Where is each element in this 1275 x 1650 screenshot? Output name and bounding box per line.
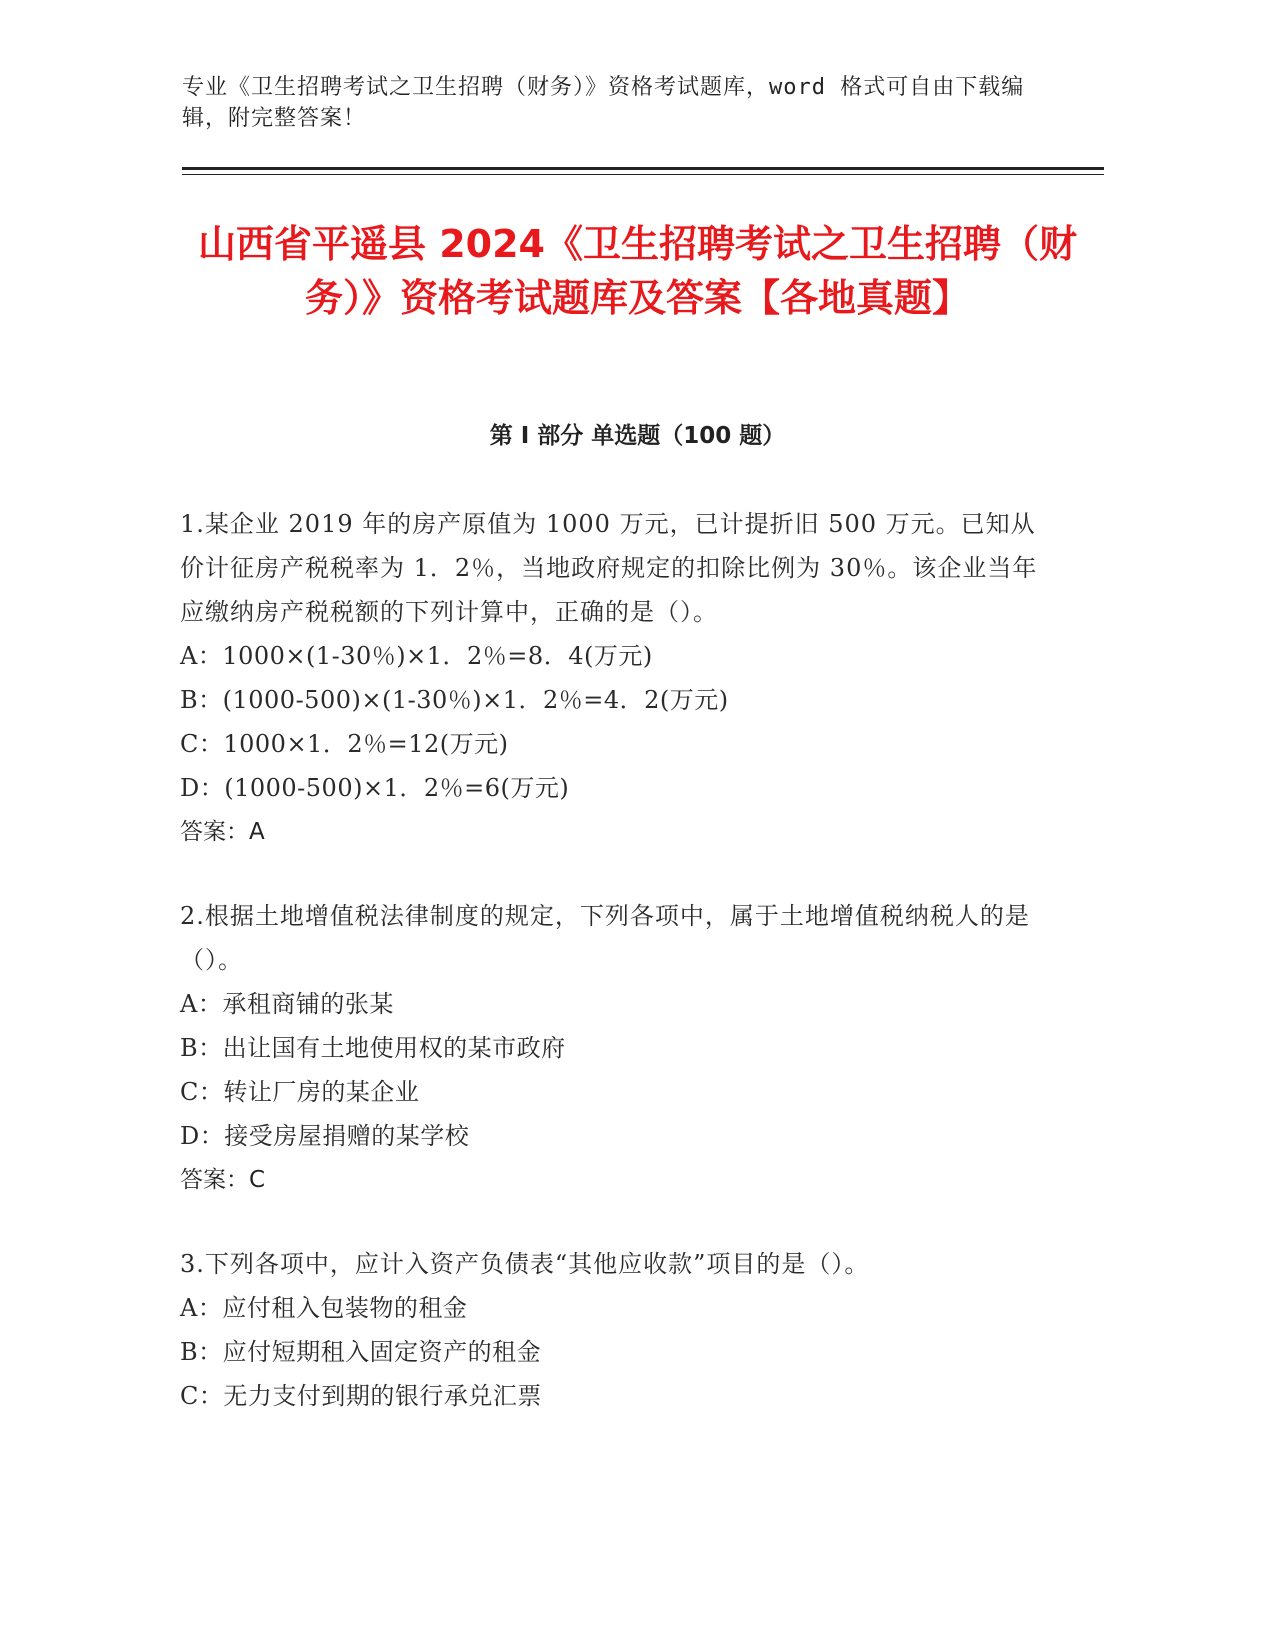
answer-line: 答案：C <box>180 1167 266 1193</box>
answer-line: 答案：A <box>180 819 265 845</box>
header-note: 专业《卫生招聘考试之卫生招聘（财务）》资格考试题库，word 格式可自由下载编辑，附完整答案！ <box>182 75 1025 131</box>
question-stem: 1.某企业 2019 年的房产原值为 1000 万元，已计提折旧 500 万元。已知从价计征房产税税率为 1．2％，当地政府规定的扣除比例为 30％。该企业当年应缴纳房产税税额的下列计算中，正确的是（）。 <box>180 510 1038 626</box>
option-c: C：无力支付到期的银行承兑汇票 <box>180 1382 542 1410</box>
question-stem: 2.根据土地增值税法律制度的规定，下列各项中，属于土地增值税纳税人的是（）。 <box>180 902 1030 974</box>
header-divider-thin <box>182 174 1104 175</box>
option-b: B：出让国有土地使用权的某市政府 <box>180 1034 566 1062</box>
section-title: 第 I 部分 单选题（100 题） <box>489 423 786 449</box>
option-b: B：应付短期租入固定资产的租金 <box>180 1338 542 1366</box>
option-d: D：(1000-500)×1．2％=6(万元) <box>180 774 570 802</box>
option-a: A：应付租入包装物的租金 <box>180 1294 468 1322</box>
option-a: A：1000×(1-30％)×1．2％=8．4(万元) <box>180 642 653 670</box>
question-1 <box>180 502 1060 854</box>
question-3 <box>180 1242 1060 1418</box>
question-stem: 3.下列各项中，应计入资产负债表“其他应收款”项目的是（）。 <box>180 1250 870 1278</box>
option-c: C：转让厂房的某企业 <box>180 1078 420 1106</box>
option-a: A：承租商铺的张某 <box>180 990 394 1018</box>
document-title: 山西省平遥县 2024《卫生招聘考试之卫生招聘（财务）》资格考试题库及答案【各地真题】 <box>198 222 1077 320</box>
header-divider-thick <box>182 167 1104 170</box>
question-2 <box>180 894 1060 1202</box>
option-c: C：1000×1．2％=12(万元) <box>180 730 509 758</box>
option-d: D：接受房屋捐赠的某学校 <box>180 1122 470 1150</box>
option-b: B：(1000-500)×(1-30％)×1．2％=4．2(万元) <box>180 686 729 714</box>
